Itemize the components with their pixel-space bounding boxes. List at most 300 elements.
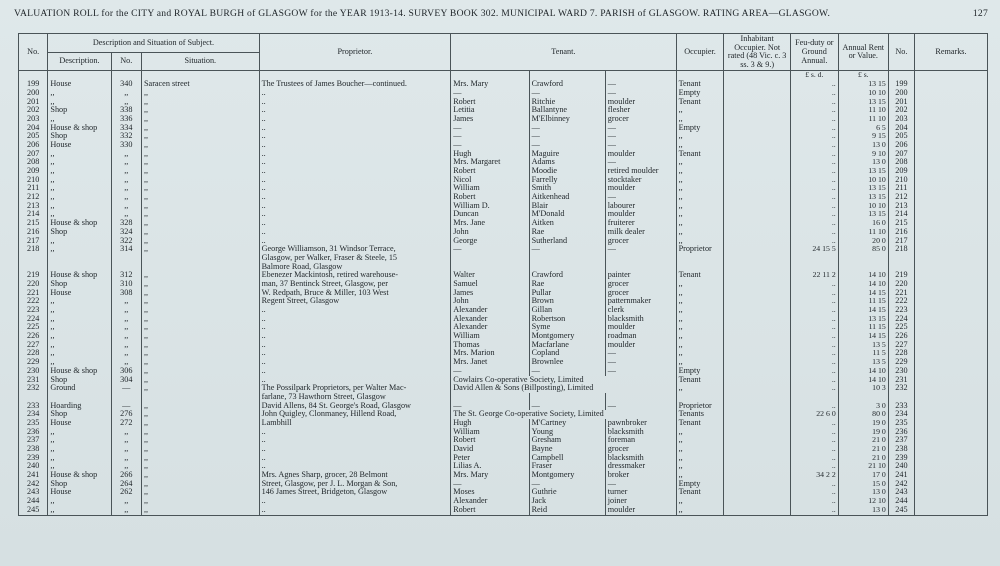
- row-feu-duty: ..: [790, 323, 838, 332]
- row-description: ,,: [48, 358, 111, 367]
- row-situation: ,,: [142, 306, 260, 315]
- row-feu-duty: ..: [790, 167, 838, 176]
- row-tenant-trade: blacksmith: [605, 428, 676, 437]
- row-no-right: 212: [888, 193, 914, 202]
- row-tenant-trade: grocer: [605, 445, 676, 454]
- row-annual-rent: 13 5: [838, 341, 888, 350]
- row-situation: ,,: [142, 176, 260, 185]
- row-description: [48, 254, 111, 263]
- row-no: 205: [19, 132, 48, 141]
- row-proprietor: Lambhill: [259, 419, 451, 428]
- row-occupier: ,,: [676, 315, 724, 324]
- row-proprietor: W. Redpath, Bruce & Miller, 103 West: [259, 289, 451, 298]
- row-feu-duty: ..: [790, 462, 838, 471]
- table-row: [19, 210, 988, 219]
- row-tenant-first-name: Mrs. Janet: [451, 358, 529, 367]
- table-row: [19, 150, 988, 159]
- row-occupier: ,,: [676, 428, 724, 437]
- row-tenant-surname: Guthrie: [529, 488, 605, 497]
- row-annual-rent: 10 10: [838, 89, 888, 98]
- row-proprietor: ..: [259, 323, 451, 332]
- row-situation: ,,: [142, 462, 260, 471]
- row-inhabitant: [724, 89, 790, 98]
- table-row: [19, 332, 988, 341]
- row-proprietor: ..: [259, 193, 451, 202]
- col-annual-rent: Annual Rent or Value.: [838, 34, 888, 71]
- row-house-number: 314: [111, 245, 141, 254]
- row-tenant-surname: —: [529, 367, 605, 376]
- row-description: Shop: [48, 376, 111, 385]
- row-feu-duty: ..: [790, 428, 838, 437]
- row-description: House: [48, 289, 111, 298]
- row-feu-duty: ..: [790, 367, 838, 376]
- row-no-right: 240: [888, 462, 914, 471]
- row-no-right: 235: [888, 419, 914, 428]
- row-remarks: [914, 436, 987, 445]
- row-no-right: 231: [888, 376, 914, 385]
- row-remarks: [914, 115, 987, 124]
- row-tenant-name: Cowlairs Co-operative Society, Limited: [451, 376, 676, 385]
- row-situation: ,,: [142, 89, 260, 98]
- row-feu-duty: ..: [790, 141, 838, 150]
- row-situation: ,,: [142, 402, 260, 411]
- row-tenant-first-name: William D.: [451, 202, 529, 211]
- row-remarks: [914, 349, 987, 358]
- row-occupier: Empty: [676, 367, 724, 376]
- row-feu-duty: 22 6 0: [790, 410, 838, 419]
- row-situation: ,,: [142, 289, 260, 298]
- row-inhabitant: [724, 245, 790, 254]
- table-row: [19, 384, 988, 393]
- row-house-number: ,,: [111, 323, 141, 332]
- row-inhabitant: [724, 228, 790, 237]
- row-annual-rent: 11 10: [838, 106, 888, 115]
- row-remarks: [914, 237, 987, 246]
- row-inhabitant: [724, 210, 790, 219]
- row-occupier: Tenant: [676, 150, 724, 159]
- row-tenant-trade: patternmaker: [605, 297, 676, 306]
- table-row: [19, 306, 988, 315]
- row-no-right: 242: [888, 480, 914, 489]
- row-occupier: ,,: [676, 323, 724, 332]
- row-description: [48, 263, 111, 272]
- row-tenant-surname: Bayne: [529, 445, 605, 454]
- row-proprietor: ..: [259, 132, 451, 141]
- table-row: [19, 315, 988, 324]
- table-row: [19, 419, 988, 428]
- row-feu-duty: ..: [790, 436, 838, 445]
- row-remarks: [914, 167, 987, 176]
- row-feu-duty: ..: [790, 454, 838, 463]
- row-proprietor: ..: [259, 106, 451, 115]
- row-no: 242: [19, 480, 48, 489]
- row-description: ,,: [48, 506, 111, 515]
- row-feu-duty: ..: [790, 332, 838, 341]
- row-remarks: [914, 506, 987, 515]
- row-annual-rent: 14 10: [838, 376, 888, 385]
- row-proprietor: ..: [259, 184, 451, 193]
- row-tenant-first-name: William: [451, 428, 529, 437]
- table-row: [19, 219, 988, 228]
- table-row: [19, 436, 988, 445]
- row-feu-duty: ..: [790, 132, 838, 141]
- row-proprietor: Regent Street, Glasgow: [259, 297, 451, 306]
- row-description: ,,: [48, 184, 111, 193]
- row-inhabitant: [724, 488, 790, 497]
- row-tenant-first-name: Moses: [451, 488, 529, 497]
- table-body: [19, 71, 988, 515]
- row-house-number: 310: [111, 280, 141, 289]
- row-inhabitant: [724, 254, 790, 263]
- row-tenant-first-name: —: [451, 89, 529, 98]
- row-situation: ,,: [142, 202, 260, 211]
- row-situation: ,,: [142, 410, 260, 419]
- row-house-number: ,,: [111, 454, 141, 463]
- row-no: 228: [19, 349, 48, 358]
- row-proprietor: ..: [259, 237, 451, 246]
- row-description: ,,: [48, 115, 111, 124]
- row-tenant-trade: —: [605, 80, 676, 89]
- row-description: House: [48, 488, 111, 497]
- row-proprietor: ..: [259, 228, 451, 237]
- row-tenant-first-name: Lilias A.: [451, 462, 529, 471]
- row-proprietor: ..: [259, 158, 451, 167]
- row-tenant-trade: pawnbroker: [605, 419, 676, 428]
- table-row: [19, 98, 988, 107]
- row-tenant-surname: [529, 254, 605, 263]
- row-no-right: 216: [888, 228, 914, 237]
- row-no: 240: [19, 462, 48, 471]
- row-annual-rent: 13 15: [838, 210, 888, 219]
- table-row: [19, 497, 988, 506]
- row-occupier: Tenant: [676, 271, 724, 280]
- row-occupier: ,,: [676, 167, 724, 176]
- row-description: ,,: [48, 202, 111, 211]
- row-feu-duty: ..: [790, 376, 838, 385]
- table-row: [19, 506, 988, 515]
- row-tenant-surname: M'Donald: [529, 210, 605, 219]
- row-inhabitant: [724, 297, 790, 306]
- row-feu-duty: ..: [790, 315, 838, 324]
- row-house-number: [111, 254, 141, 263]
- table-row: [19, 158, 988, 167]
- row-tenant-trade: grocer: [605, 289, 676, 298]
- row-feu-duty: [790, 254, 838, 263]
- row-remarks: [914, 263, 987, 272]
- row-tenant-first-name: Robert: [451, 506, 529, 515]
- row-proprietor: ..: [259, 202, 451, 211]
- row-feu-duty: ..: [790, 488, 838, 497]
- table-row: [19, 323, 988, 332]
- row-annual-rent: 14 10: [838, 271, 888, 280]
- table-row: [19, 341, 988, 350]
- row-house-number: ,,: [111, 506, 141, 515]
- row-tenant-surname: Gillan: [529, 306, 605, 315]
- col-feu-duty: Feu-duty or Ground Annual.: [790, 34, 838, 71]
- row-house-number: 272: [111, 419, 141, 428]
- row-feu-duty: ..: [790, 445, 838, 454]
- row-house-number: 328: [111, 219, 141, 228]
- row-annual-rent: 16 0: [838, 219, 888, 228]
- row-proprietor: ..: [259, 89, 451, 98]
- row-no: 245: [19, 506, 48, 515]
- row-annual-rent: 13 15: [838, 315, 888, 324]
- row-tenant-surname: Ritchie: [529, 98, 605, 107]
- row-no: 236: [19, 428, 48, 437]
- row-tenant-first-name: Robert: [451, 98, 529, 107]
- row-tenant-surname: —: [529, 402, 605, 411]
- row-proprietor: ..: [259, 358, 451, 367]
- row-no: 209: [19, 167, 48, 176]
- row-house-number: 336: [111, 115, 141, 124]
- row-tenant-trade: foreman: [605, 436, 676, 445]
- row-no-right: 199: [888, 80, 914, 89]
- row-remarks: [914, 158, 987, 167]
- row-house-number: 334: [111, 124, 141, 133]
- row-no: 239: [19, 454, 48, 463]
- row-inhabitant: [724, 150, 790, 159]
- row-remarks: [914, 428, 987, 437]
- row-no-right: 213: [888, 202, 914, 211]
- row-tenant-trade: moulder: [605, 210, 676, 219]
- row-remarks: [914, 124, 987, 133]
- row-no: 204: [19, 124, 48, 133]
- row-no: 211: [19, 184, 48, 193]
- row-remarks: [914, 462, 987, 471]
- row-no: [19, 254, 48, 263]
- row-feu-duty: ..: [790, 480, 838, 489]
- row-situation: ,,: [142, 237, 260, 246]
- row-inhabitant: [724, 158, 790, 167]
- row-feu-duty: ..: [790, 402, 838, 411]
- row-house-number: ,,: [111, 98, 141, 107]
- row-situation: ,,: [142, 445, 260, 454]
- row-situation: ,,: [142, 184, 260, 193]
- row-annual-rent: 80 0: [838, 410, 888, 419]
- row-no: 217: [19, 237, 48, 246]
- row-inhabitant: [724, 219, 790, 228]
- row-remarks: [914, 402, 987, 411]
- row-no: 206: [19, 141, 48, 150]
- row-no: 238: [19, 445, 48, 454]
- row-remarks: [914, 454, 987, 463]
- row-no-right: 217: [888, 237, 914, 246]
- row-house-number: ,,: [111, 436, 141, 445]
- row-description: ,,: [48, 497, 111, 506]
- row-remarks: [914, 393, 987, 402]
- row-remarks: [914, 184, 987, 193]
- row-no-right: 245: [888, 506, 914, 515]
- row-tenant-first-name: [451, 393, 529, 402]
- row-proprietor: ..: [259, 436, 451, 445]
- row-tenant-first-name: Duncan: [451, 210, 529, 219]
- row-description: ,,: [48, 210, 111, 219]
- row-inhabitant: [724, 497, 790, 506]
- row-no-right: 204: [888, 124, 914, 133]
- row-description: ,,: [48, 349, 111, 358]
- row-tenant-trade: fruiterer: [605, 219, 676, 228]
- row-tenant-trade: [605, 393, 676, 402]
- row-proprietor: ..: [259, 315, 451, 324]
- row-situation: ,,: [142, 358, 260, 367]
- row-house-number: 266: [111, 471, 141, 480]
- row-remarks: [914, 384, 987, 393]
- row-tenant-trade: retired moulder: [605, 167, 676, 176]
- row-no: 201: [19, 98, 48, 107]
- row-inhabitant: [724, 280, 790, 289]
- row-no-right: 208: [888, 158, 914, 167]
- row-no: 235: [19, 419, 48, 428]
- table-row: [19, 193, 988, 202]
- row-tenant-trade: flesher: [605, 106, 676, 115]
- row-annual-rent: 13 0: [838, 141, 888, 150]
- row-no-right: 229: [888, 358, 914, 367]
- table-row: [19, 471, 988, 480]
- row-tenant-first-name: Hugh: [451, 150, 529, 159]
- row-remarks: [914, 323, 987, 332]
- row-tenant-surname: Ballantyne: [529, 106, 605, 115]
- row-tenant-surname: [529, 263, 605, 272]
- row-occupier: ,,: [676, 176, 724, 185]
- row-occupier: Tenant: [676, 376, 724, 385]
- row-description: Shop: [48, 228, 111, 237]
- row-occupier: Tenant: [676, 419, 724, 428]
- row-annual-rent: 13 15: [838, 167, 888, 176]
- row-proprietor: man, 37 Bentinck Street, Glasgow, per: [259, 280, 451, 289]
- row-situation: ,,: [142, 106, 260, 115]
- row-tenant-surname: Rae: [529, 280, 605, 289]
- row-remarks: [914, 150, 987, 159]
- row-no: 226: [19, 332, 48, 341]
- row-inhabitant: [724, 471, 790, 480]
- row-proprietor: ..: [259, 98, 451, 107]
- row-occupier: ,,: [676, 106, 724, 115]
- row-no-right: 218: [888, 245, 914, 254]
- row-no: 221: [19, 289, 48, 298]
- row-feu-duty: ..: [790, 202, 838, 211]
- row-remarks: [914, 367, 987, 376]
- row-house-number: ,,: [111, 358, 141, 367]
- row-remarks: [914, 376, 987, 385]
- row-no: 200: [19, 89, 48, 98]
- row-tenant-first-name: Hugh: [451, 419, 529, 428]
- row-tenant-first-name: Alexander: [451, 315, 529, 324]
- row-feu-duty: ..: [790, 419, 838, 428]
- row-annual-rent: 10 3: [838, 384, 888, 393]
- row-tenant-trade: [605, 254, 676, 263]
- row-proprietor: ..: [259, 462, 451, 471]
- row-inhabitant: [724, 358, 790, 367]
- row-situation: ,,: [142, 315, 260, 324]
- row-occupier: ,,: [676, 193, 724, 202]
- row-no: 222: [19, 297, 48, 306]
- row-situation: ,,: [142, 376, 260, 385]
- col-situation: Situation.: [142, 52, 260, 71]
- row-inhabitant: [724, 323, 790, 332]
- col-inhabitant-occupier: Inhabitant Occupier. Not rated (48 Vic. c. 3 ss. 3 & 9.): [724, 34, 790, 71]
- row-inhabitant: [724, 98, 790, 107]
- row-tenant-trade: —: [605, 402, 676, 411]
- row-house-number: ,,: [111, 349, 141, 358]
- row-tenant-surname: Pullar: [529, 289, 605, 298]
- row-feu-duty: ..: [790, 89, 838, 98]
- row-no-right: 237: [888, 436, 914, 445]
- row-tenant-surname: Jack: [529, 497, 605, 506]
- row-tenant-surname: Aitkenhead: [529, 193, 605, 202]
- row-inhabitant: [724, 271, 790, 280]
- row-tenant-trade: blacksmith: [605, 315, 676, 324]
- row-tenant-trade: —: [605, 193, 676, 202]
- row-house-number: [111, 263, 141, 272]
- row-annual-rent: 85 0: [838, 245, 888, 254]
- row-situation: ,,: [142, 141, 260, 150]
- col-no-right: No.: [888, 34, 914, 71]
- row-annual-rent: 13 15: [838, 193, 888, 202]
- row-occupier: ,,: [676, 471, 724, 480]
- row-no-right: 241: [888, 471, 914, 480]
- row-inhabitant: [724, 124, 790, 133]
- table-row: [19, 245, 988, 254]
- row-tenant-surname: Macfarlane: [529, 341, 605, 350]
- row-no-right: [888, 254, 914, 263]
- row-no: 234: [19, 410, 48, 419]
- row-house-number: ,,: [111, 445, 141, 454]
- row-remarks: [914, 80, 987, 89]
- row-tenant-surname: Fraser: [529, 462, 605, 471]
- row-tenant-first-name: James: [451, 289, 529, 298]
- row-no: 230: [19, 367, 48, 376]
- table-row: [19, 480, 988, 489]
- row-annual-rent: 13 0: [838, 506, 888, 515]
- col-proprietor: Proprietor.: [259, 34, 451, 71]
- row-inhabitant: [724, 445, 790, 454]
- row-description: Shop: [48, 410, 111, 419]
- row-description: House & shop: [48, 271, 111, 280]
- row-feu-duty: ..: [790, 80, 838, 89]
- row-house-number: ,,: [111, 315, 141, 324]
- row-tenant-trade: milk dealer: [605, 228, 676, 237]
- row-inhabitant: [724, 376, 790, 385]
- row-situation: ,,: [142, 454, 260, 463]
- row-no: 210: [19, 176, 48, 185]
- row-no: 224: [19, 315, 48, 324]
- row-remarks: [914, 245, 987, 254]
- row-tenant-first-name: William: [451, 332, 529, 341]
- row-remarks: [914, 488, 987, 497]
- row-remarks: [914, 289, 987, 298]
- row-inhabitant: [724, 315, 790, 324]
- row-tenant-surname: Montgomery: [529, 332, 605, 341]
- row-house-number: ,,: [111, 193, 141, 202]
- row-annual-rent: 11 10: [838, 115, 888, 124]
- row-inhabitant: [724, 454, 790, 463]
- row-situation: ,,: [142, 323, 260, 332]
- row-annual-rent: 10 10: [838, 202, 888, 211]
- valuation-table: [18, 33, 988, 516]
- row-description: Shop: [48, 132, 111, 141]
- row-remarks: [914, 254, 987, 263]
- row-feu-duty: ..: [790, 237, 838, 246]
- row-description: ,,: [48, 176, 111, 185]
- row-tenant-trade: —: [605, 132, 676, 141]
- row-house-number: ,,: [111, 462, 141, 471]
- row-house-number: ,,: [111, 428, 141, 437]
- row-no: 216: [19, 228, 48, 237]
- row-house-number: [111, 393, 141, 402]
- row-annual-rent: 21 0: [838, 445, 888, 454]
- col-description-group: Description and Situation of Subject.: [48, 34, 259, 53]
- row-description: ,,: [48, 306, 111, 315]
